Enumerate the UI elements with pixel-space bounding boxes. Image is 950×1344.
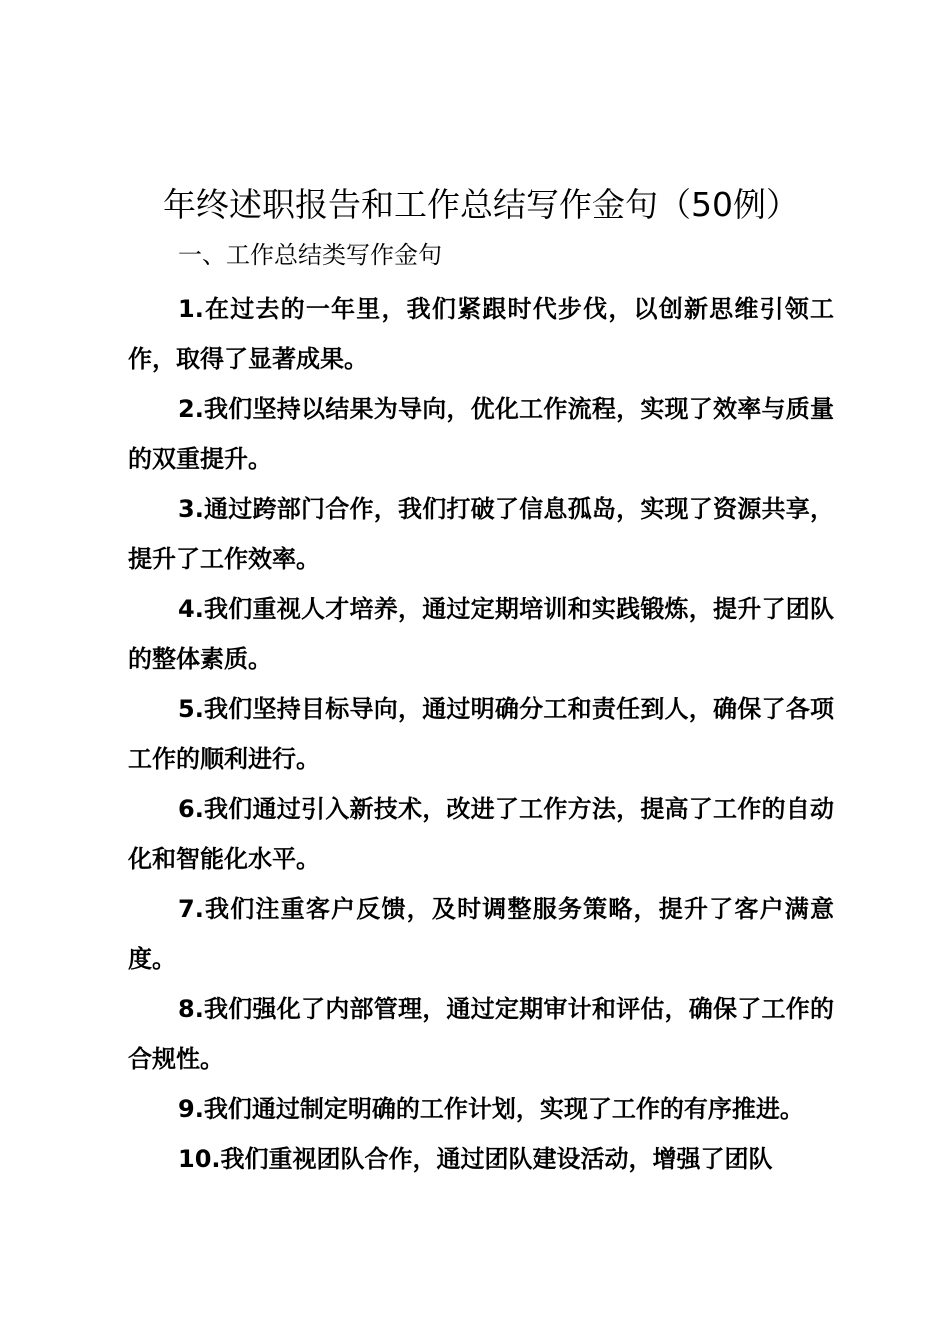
list-item: 2.我们坚持以结果为导向，优化工作流程，实现了效率与质量的双重提升。 xyxy=(128,395,834,473)
list-item: 9.我们通过制定明确的工作计划，实现了工作的有序推进。 xyxy=(178,1095,804,1123)
list-item: 4.我们重视人才培养，通过定期培训和实践锻炼，提升了团队的整体素质。 xyxy=(128,595,834,673)
sentence-list xyxy=(128,284,834,1184)
list-item: 10.我们重视团队合作，通过团队建设活动，增强了团队 xyxy=(178,1145,773,1173)
list-item: 6.我们通过引入新技术，改进了工作方法，提高了工作的自动化和智能化水平。 xyxy=(128,795,834,873)
section-heading: 一、工作总结类写作金句 xyxy=(178,241,442,269)
list-item: 3.通过跨部门合作，我们打破了信息孤岛，实现了资源共享，提升了工作效率。 xyxy=(128,495,834,573)
list-item: 7.我们注重客户反馈，及时调整服务策略，提升了客户满意度。 xyxy=(128,895,834,973)
document-title: 年终述职报告和工作总结写作金句（50例） xyxy=(163,185,799,224)
list-item: 8.我们强化了内部管理，通过定期审计和评估，确保了工作的合规性。 xyxy=(128,995,834,1073)
list-item: 1.在过去的一年里，我们紧跟时代步伐，以创新思维引领工作，取得了显著成果。 xyxy=(128,295,834,373)
list-item: 5.我们坚持目标导向，通过明确分工和责任到人，确保了各项工作的顺利进行。 xyxy=(128,695,834,773)
